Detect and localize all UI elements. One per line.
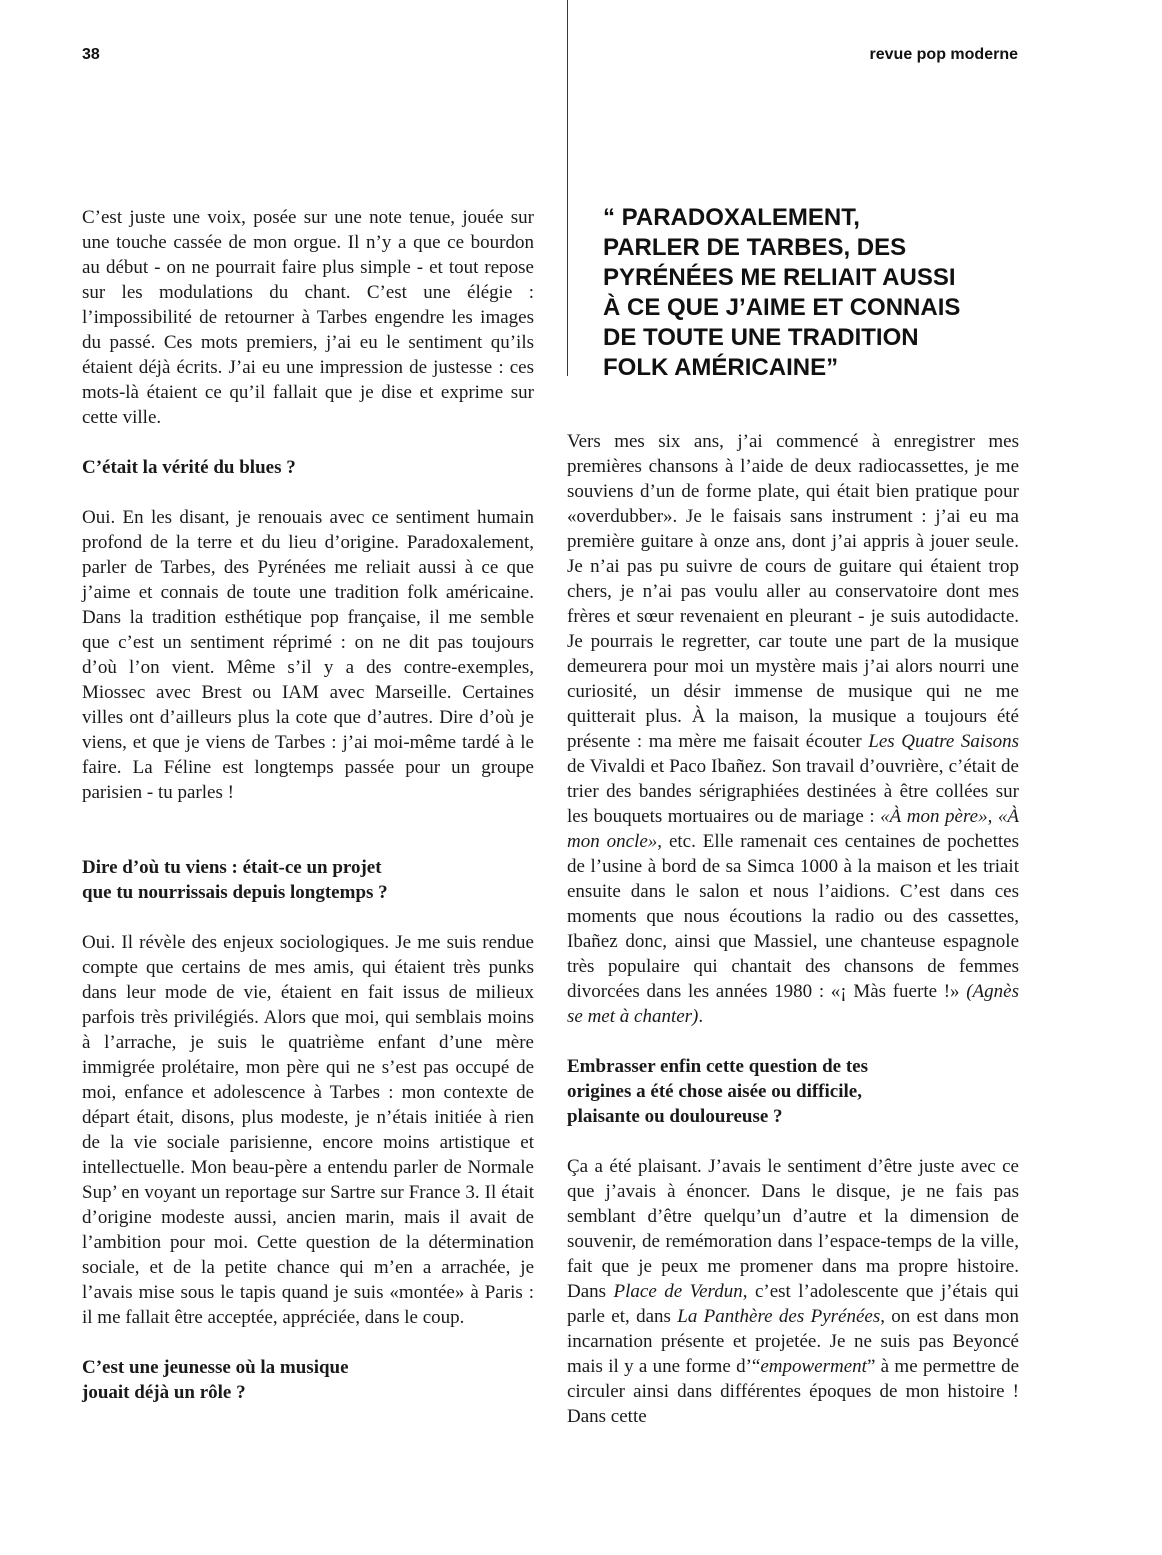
question-youth-line-2: jouait déjà un rôle ? xyxy=(82,1382,246,1403)
stage-aside: (Agnès se met à chanter) xyxy=(567,981,1019,1027)
text-run: de Vivaldi et Paco Ibañez. Son travail d’ouvrière, c’était de trier des bandes sérigraphiées destinées à être collées sur les bouquets mortuaires ou de mariage : xyxy=(567,756,1019,827)
pull-quote xyxy=(603,203,1023,383)
running-title: revue pop moderne xyxy=(869,46,1018,63)
question-youth-line-1: C’est une jeunesse où la musique xyxy=(82,1357,349,1378)
work-title: Les Quatre Saisons xyxy=(868,731,1019,752)
song-title: La Panthère des Pyrénées xyxy=(677,1306,881,1327)
text-run: , etc. Elle ramenait ces centaines de pochettes de l’usine à bord de sa Simca 1000 à la maison et les triait ensuite dans le salon et nous l’aidions. C’est dans ces moments que nous écoutions la radio ou des cassettes, Ibañez donc, ainsi que Massiel, une chanteuse espagnole très populaire qui chantait des chansons de femmes divorcées dans les années 1980 : «¡ Màs fuerte !» xyxy=(567,831,1019,1002)
song-title: Place de Verdun xyxy=(613,1281,743,1302)
right-paragraph-1 xyxy=(567,429,1019,1029)
pull-quote-line: DE TOUTE UNE TRADITION xyxy=(603,324,919,351)
text-run: , xyxy=(987,806,998,827)
pull-quote-line: À CE QUE J’AIME ET CONNAIS xyxy=(603,294,961,321)
text-run: ” à me permettre de circuler ainsi dans différentes époques de mon histoire ! Dans cette xyxy=(567,1356,1020,1427)
pull-quote-line: PYRÉNÉES ME RELIAIT AUSSI xyxy=(603,264,956,291)
pull-quote-line: FOLK AMÉRICAINE” xyxy=(603,354,839,381)
text-run: , c’est l’adolescente que j’étais qui parle et, dans xyxy=(567,1281,1019,1327)
right-paragraph-2 xyxy=(567,1154,1019,1429)
pull-quote-line: PARLER DE TARBES, DES xyxy=(603,234,907,261)
inscription-quote: «À mon père» xyxy=(880,806,988,827)
left-paragraph-3: Oui. Il révèle des enjeux sociologiques. Je me suis rendue compte que certains de mes amis, qui étaient très punks dans leur mode de vie, étaient en fait issus de milieux parfois très privilégiés. Alors que moi, qui semblais moins à l’arrache, je suis le quatrième enfant d’une mère immigrée prolétaire, mon père qui ne s’est pas occupé de moi, enfance et adolescence à Tarbes : mon contexte de départ était, disons, plus modeste, je n’étais initiée à rien de la vie sociale parisienne, encore moins artistique et intellectuelle. Mon beau-père a entendu parler de Normale Sup’ en voyant un reportage sur Sartre sur France 3. Il était d’origine modeste aussi, ancien marin, mais il avait de l’ambition pour moi. Cette question de la détermination sociale, et de la petite chance qui m’en a arrachée, je l’avais mise sous le tapis quand je suis «montée» à Paris : il me fallait être acceptée, appréciée, dans le coup. xyxy=(82,932,534,1328)
question-embrace-line-2: origines a été chose aisée ou difficile, xyxy=(567,1081,862,1102)
text-run: . xyxy=(698,1006,704,1027)
right-column xyxy=(567,429,1019,1429)
question-blues: C’était la vérité du blues ? xyxy=(82,457,296,478)
text-run: Ça a été plaisant. J’avais le sentiment d’être juste avec ce que j’avais à énoncer. Dans le disque, je ne fais pas semblant d’être quelqu’un d’autre et la dimension de souvenir, de remémoration dans l’espace-temps de la ville, fait que je peux me promener dans ma propre histoire. Dans xyxy=(567,1156,1019,1302)
question-origins-line-1: Dire d’où tu viens : était-ce un projet xyxy=(82,857,382,878)
inscription-quote: «À mon oncle» xyxy=(567,806,1020,852)
left-paragraph-1: C’est juste une voix, posée sur une note tenue, jouée sur une touche cassée de mon orgue. Il n’y a que ce bourdon au début - on ne pourrait faire plus simple - et tout repose sur les modulations du chant. C’est une élégie : l’impossibilité de retourner à Tarbes engendre les images du passé. Ces mots premiers, j’ai eu le sentiment qu’ils étaient déjà écrits. J’ai eu une impression de justesse : ces mots-là étaient ce qu’il fallait que je dise et exprime sur cette ville. xyxy=(82,207,534,428)
text-run: , on est dans mon incarnation présente et projetée. Je ne suis pas Beyoncé mais il y a une forme d’“ xyxy=(567,1306,1019,1377)
emphasized-word: empowerment xyxy=(760,1356,867,1377)
text-run: Vers mes six ans, j’ai commencé à enregistrer mes premières chansons à l’aide de deux radiocassettes, je me souviens d’un de forme plate, qui était bien pratique pour «overdubber». Je le faisais sans instrument : j’ai eu ma première guitare à onze ans, dont j’ai appris à jouer seule. Je n’ai pas pu suivre de cours de guitare qui étaient trop chers, je n’ai pas voulu aller au conservatoire dont mes frères et sœur revenaient en pleurant - je suis autodidacte. Je pourrais le regretter, car toute une part de la musique demeurera pour moi un mystère mais j’ai alors nourri une curiosité, un désir immense de musique qui ne me quitterait plus. À la maison, la musique a toujours été présente : ma mère me faisait écouter xyxy=(567,431,1019,752)
question-embrace-line-1: Embrasser enfin cette question de tes xyxy=(567,1056,868,1077)
column-divider xyxy=(567,0,568,376)
question-origins-line-2: que tu nourrissais depuis longtemps ? xyxy=(82,882,388,903)
left-column xyxy=(82,205,534,1405)
page-number: 38 xyxy=(82,46,100,63)
pull-quote-line: “ PARADOXALEMENT, xyxy=(603,204,860,231)
left-paragraph-2: Oui. En les disant, je renouais avec ce sentiment humain profond de la terre et du lieu d’origine. Paradoxalement, parler de Tarbes, des Pyrénées me reliait aussi à ce que j’aime et connais de toute une tradition folk américaine. Dans la tradition esthétique pop française, il me semble que c’est un sentiment réprimé : on ne dit pas toujours d’où l’on vient. Même s’il y a des contre-exemples, Miossec avec Brest ou IAM avec Marseille. Certaines villes ont d’ailleurs plus la cote que d’autres. Dire d’où je viens, et que je viens de Tarbes : j’ai moi-même tardé à le faire. La Féline est longtemps passée pour un groupe parisien - tu parles ! xyxy=(82,507,534,803)
question-embrace-line-3: plaisante ou douloureuse ? xyxy=(567,1106,783,1127)
